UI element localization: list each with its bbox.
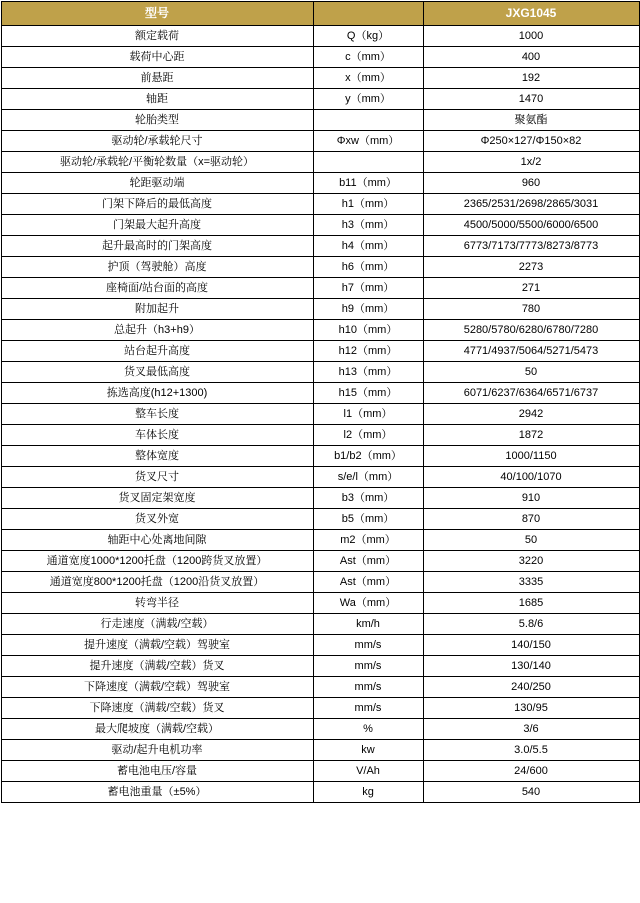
spec-unit: s/e/l（mm）: [313, 467, 423, 488]
table-row: [1, 68, 639, 89]
spec-value: 140/150: [423, 635, 639, 656]
spec-value: 192: [423, 68, 639, 89]
spec-unit: mm/s: [313, 677, 423, 698]
spec-value: 6773/7173/7773/8273/8773: [423, 236, 639, 257]
table-body: [1, 26, 639, 803]
spec-label: 驱动轮/承载轮尺寸: [1, 131, 313, 152]
table-row: [1, 719, 639, 740]
table-row: [1, 257, 639, 278]
spec-value: 960: [423, 173, 639, 194]
table-row: [1, 488, 639, 509]
spec-unit: Φxw（mm）: [313, 131, 423, 152]
spec-unit: %: [313, 719, 423, 740]
table-row: [1, 173, 639, 194]
spec-label: 货叉最低高度: [1, 362, 313, 383]
table-row: [1, 593, 639, 614]
spec-value: 6071/6237/6364/6571/6737: [423, 383, 639, 404]
spec-label: 座椅面/站台面的高度: [1, 278, 313, 299]
spec-unit: b1/b2（mm）: [313, 446, 423, 467]
spec-label: 提升速度（满载/空载）驾驶室: [1, 635, 313, 656]
table-row: [1, 131, 639, 152]
spec-label: 整体宽度: [1, 446, 313, 467]
spec-label: 驱动/起升电机功率: [1, 740, 313, 761]
spec-value: 1685: [423, 593, 639, 614]
spec-label: 站台起升高度: [1, 341, 313, 362]
spec-value: 1000: [423, 26, 639, 47]
spec-value: 3220: [423, 551, 639, 572]
spec-label: 护顶（驾驶舱）高度: [1, 257, 313, 278]
spec-unit: l1（mm）: [313, 404, 423, 425]
spec-unit: kw: [313, 740, 423, 761]
table-row: [1, 425, 639, 446]
header-model-label: 型号: [1, 2, 313, 26]
spec-value: 4771/4937/5064/5271/5473: [423, 341, 639, 362]
spec-unit: Wa（mm）: [313, 593, 423, 614]
spec-unit: mm/s: [313, 635, 423, 656]
spec-unit: m2（mm）: [313, 530, 423, 551]
spec-unit: x（mm）: [313, 68, 423, 89]
spec-label: 轮胎类型: [1, 110, 313, 131]
table-row: [1, 740, 639, 761]
spec-label: 附加起升: [1, 299, 313, 320]
spec-value: 2273: [423, 257, 639, 278]
spec-label: 转弯半径: [1, 593, 313, 614]
spec-value: 3335: [423, 572, 639, 593]
spec-unit: h4（mm）: [313, 236, 423, 257]
spec-label: 总起升（h3+h9）: [1, 320, 313, 341]
spec-value: 1872: [423, 425, 639, 446]
table-row: [1, 341, 639, 362]
header-unit-label: [313, 2, 423, 26]
spec-label: 拣选高度(h12+1300): [1, 383, 313, 404]
table-row: [1, 551, 639, 572]
spec-label: 门架下降后的最低高度: [1, 194, 313, 215]
table-row: [1, 635, 639, 656]
table-row: [1, 446, 639, 467]
spec-value: 2365/2531/2698/2865/3031: [423, 194, 639, 215]
spec-unit: h15（mm）: [313, 383, 423, 404]
spec-unit: mm/s: [313, 656, 423, 677]
spec-value: 50: [423, 530, 639, 551]
table-row: [1, 26, 639, 47]
table-row: [1, 698, 639, 719]
spec-unit: km/h: [313, 614, 423, 635]
spec-label: 门架最大起升高度: [1, 215, 313, 236]
spec-value: 2942: [423, 404, 639, 425]
spec-unit: h1（mm）: [313, 194, 423, 215]
spec-unit: [313, 110, 423, 131]
table-row: [1, 278, 639, 299]
table-row: [1, 320, 639, 341]
spec-label: 驱动轮/承载轮/平衡轮数量（x=驱动轮）: [1, 152, 313, 173]
spec-value: 780: [423, 299, 639, 320]
spec-value: 聚氨酯: [423, 110, 639, 131]
spec-label: 整车长度: [1, 404, 313, 425]
spec-value: 3.0/5.5: [423, 740, 639, 761]
header-model-value: JXG1045: [423, 2, 639, 26]
spec-label: 车体长度: [1, 425, 313, 446]
spec-value: 910: [423, 488, 639, 509]
table-row: [1, 782, 639, 803]
specification-table: [1, 1, 640, 803]
table-row: [1, 656, 639, 677]
table-row: [1, 110, 639, 131]
spec-value: 40/100/1070: [423, 467, 639, 488]
spec-label: 轴距: [1, 89, 313, 110]
spec-label: 行走速度（满载/空载）: [1, 614, 313, 635]
spec-label: 货叉固定架宽度: [1, 488, 313, 509]
spec-value: 5280/5780/6280/6780/7280: [423, 320, 639, 341]
spec-value: 1000/1150: [423, 446, 639, 467]
spec-unit: c（mm）: [313, 47, 423, 68]
spec-value: 540: [423, 782, 639, 803]
table-row: [1, 383, 639, 404]
spec-unit: l2（mm）: [313, 425, 423, 446]
spec-unit: mm/s: [313, 698, 423, 719]
spec-label: 轮距驱动端: [1, 173, 313, 194]
spec-label: 货叉外宽: [1, 509, 313, 530]
spec-value: 271: [423, 278, 639, 299]
table-row: [1, 299, 639, 320]
spec-value: 5.8/6: [423, 614, 639, 635]
spec-unit: h9（mm）: [313, 299, 423, 320]
spec-label: 蓄电池重量（±5%）: [1, 782, 313, 803]
spec-unit: h3（mm）: [313, 215, 423, 236]
spec-label: 下降速度（满载/空载）货叉: [1, 698, 313, 719]
table-row: [1, 362, 639, 383]
spec-value: 3/6: [423, 719, 639, 740]
spec-label: 下降速度（满载/空载）驾驶室: [1, 677, 313, 698]
spec-unit: Ast（mm）: [313, 551, 423, 572]
spec-unit: Ast（mm）: [313, 572, 423, 593]
table-row: [1, 614, 639, 635]
spec-label: 起升最高时的门架高度: [1, 236, 313, 257]
spec-label: 货叉尺寸: [1, 467, 313, 488]
spec-value: 1470: [423, 89, 639, 110]
spec-value: 130/95: [423, 698, 639, 719]
table-row: [1, 530, 639, 551]
spec-label: 蓄电池电压/容量: [1, 761, 313, 782]
spec-label: 额定载荷: [1, 26, 313, 47]
table-row: [1, 467, 639, 488]
spec-label: 轴距中心处离地间隙: [1, 530, 313, 551]
spec-value: 50: [423, 362, 639, 383]
spec-value: 1x/2: [423, 152, 639, 173]
spec-unit: h7（mm）: [313, 278, 423, 299]
table-row: [1, 509, 639, 530]
table-row: [1, 404, 639, 425]
table-row: [1, 236, 639, 257]
spec-value: 24/600: [423, 761, 639, 782]
spec-unit: V/Ah: [313, 761, 423, 782]
table-row: [1, 89, 639, 110]
spec-value: 400: [423, 47, 639, 68]
spec-unit: b11（mm）: [313, 173, 423, 194]
table-row: [1, 761, 639, 782]
table-row: [1, 677, 639, 698]
spec-value: 130/140: [423, 656, 639, 677]
spec-label: 最大爬坡度（满载/空载）: [1, 719, 313, 740]
table-row: [1, 47, 639, 68]
spec-unit: Q（kg）: [313, 26, 423, 47]
spec-label: 通道宽度1000*1200托盘（1200跨货叉放置）: [1, 551, 313, 572]
spec-unit: b3（mm）: [313, 488, 423, 509]
spec-label: 通道宽度800*1200托盘（1200沿货叉放置）: [1, 572, 313, 593]
spec-value: 240/250: [423, 677, 639, 698]
spec-label: 载荷中心距: [1, 47, 313, 68]
table-row: [1, 194, 639, 215]
spec-unit: h12（mm）: [313, 341, 423, 362]
spec-unit: h10（mm）: [313, 320, 423, 341]
spec-label: 前悬距: [1, 68, 313, 89]
spec-value: Φ250×127/Φ150×82: [423, 131, 639, 152]
spec-value: 4500/5000/5500/6000/6500: [423, 215, 639, 236]
table-row: [1, 572, 639, 593]
spec-unit: h6（mm）: [313, 257, 423, 278]
table-header: [1, 2, 639, 26]
table-header-row: [1, 2, 639, 26]
table-row: [1, 215, 639, 236]
spec-value: 870: [423, 509, 639, 530]
spec-unit: h13（mm）: [313, 362, 423, 383]
table-row: [1, 152, 639, 173]
spec-unit: b5（mm）: [313, 509, 423, 530]
spec-unit: [313, 152, 423, 173]
spec-unit: y（mm）: [313, 89, 423, 110]
spec-unit: kg: [313, 782, 423, 803]
spec-label: 提升速度（满载/空载）货叉: [1, 656, 313, 677]
